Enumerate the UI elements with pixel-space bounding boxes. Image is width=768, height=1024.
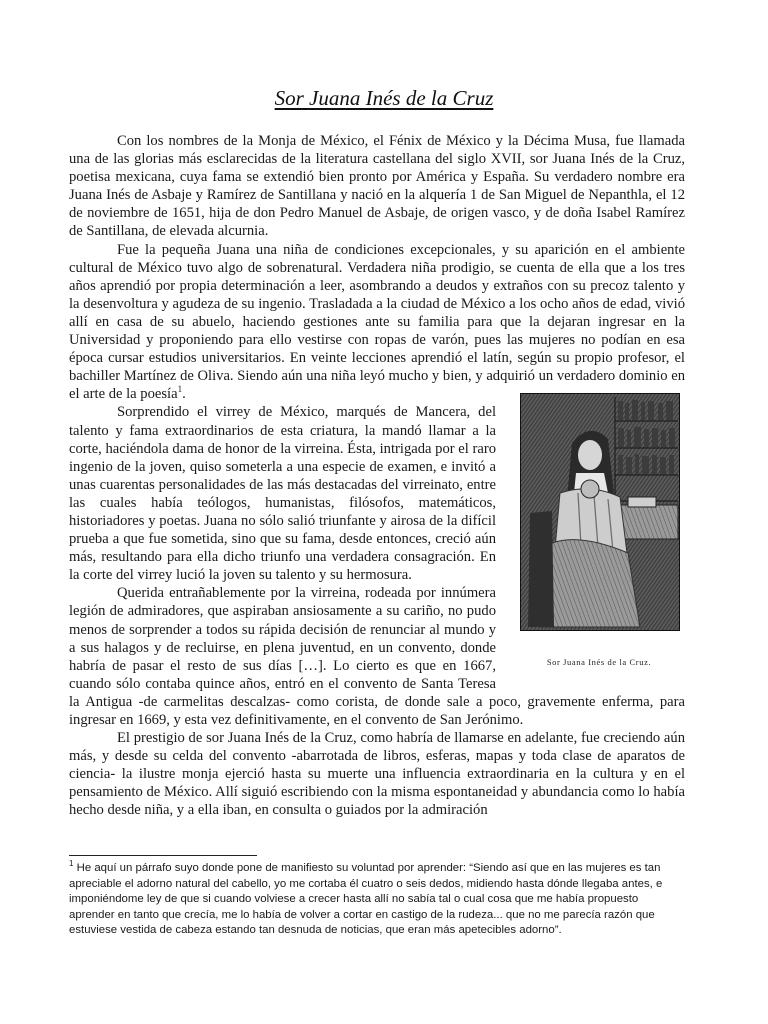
footnote-text: He aquí un párrafo suyo donde pone de manifiesto su voluntad por aprender: “Siendo así que en las mujeres es tan apreciable el adorno natural del cabello, yo me cortaba él cuatro o seis dedos, midiendo hasta dónde llegaba antes, e imponiéndome ley de que si cuando volviese a crecer hasta allí no sabía tal o cual cosa que me había propuesto aprender en tanto que crecía, me lo había de volver a cortar en castigo de la rudeza... que no me parecía razón que estuviese vestida de cabeza estando tan desnuda de noticias, que eran más apetecibles adorno”. <box>69 862 663 937</box>
paragraph-4: Querida entrañablemente por la virreina, rodeada por innúmera legión de admiradores, que aspiraban ansiosamente a su cariño, no pudo menos de sorprender a todos su rápida decisión de renunciar al mundo y a sus halagos y de recluirse, en plena juventud, en un convento, donde habría de pasar el resto de sus días […]. Lo cierto es que en 1667, cuando sólo contaba quince años, entró en el convento de Santa Teresa la Antigua -de carmelitas descalzas- como corista, de donde sale a poco, gravemente enferma, para ingresar en 1669, y esta vez definitivamente, en el convento de San Jerónimo. <box>69 585 685 728</box>
footnote <box>69 861 681 939</box>
document-title: Sor Juana Inés de la Cruz <box>274 86 494 110</box>
paragraph-2: Fue la pequeña Juana una niña de condiciones excepcionales, y su aparición en el ambiente cultural de México tuvo algo de sobrenatural. Verdadera niña prodigio, se cuenta de ella que a los tres años aprendió por propia determinación a leer, asombrando a deudos y extraños con su precoz talento y la desenvoltura y agudeza de su ingenio. Trasladada a la ciudad de México a los ocho años de edad, vivió allí en casa de su abuelo, haciendo gestiones ante su familia para que la dejaran ingresar en la Universidad y proponiendo para ello vestirse con ropas de varón, pues las mujeres no podían en esa época cursar estudios universitarios. En veinte lecciones aprendió el latín, según su propio profesor, el bachiller Martínez de Oliva. Siendo aún una niña leyó mucho y bien, y adquirió un verdadero dominio en el arte de la poesía$^1$. <box>69 241 685 403</box>
footnote-separator <box>69 855 257 856</box>
portrait-engraving <box>520 393 680 631</box>
figure-caption: Sor Juana Inés de la Cruz. <box>546 657 652 668</box>
paragraph-2-text: Fue la pequeña Juana una niña de condiciones excepcionales, y su aparición en el ambiente cultural de México tuvo algo de sobrenatural. Verdadera niña prodigio, se cuenta de ella que a los tres años aprendió por propia determinación a leer, asombrando a deudos y extraños con su precoz talento y la desenvoltura y agudeza de su ingenio. Trasladada a la ciudad de México a los ocho años de edad, vivió allí en casa de su abuelo, haciendo gestiones ante su familia para que la dejaran ingresar en la Universidad y proponiendo para ello vestirse con ropas de varón, pues las mujeres no podían en esa época cursar estudios universitarios. En veinte lecciones aprendió el latín, según su propio profesor, el bachiller Martínez de Oliva. Siendo aún una niña leyó mucho y bien, y adquirió un verdadero dominio en el arte de la poesía <box>69 241 685 403</box>
footnote-marker: 1 <box>69 859 74 869</box>
footnote-ref: 1 <box>177 384 183 395</box>
paragraph-1: Con los nombres de la Monja de México, el Fénix de México y la Décima Musa, fue llamada una de las glorias más esclarecidas de la literatura castellana del siglo XVII, sor Juana Inés de la Cruz, poetisa mexicana, cuya fama se extendió bien pronto por América y España. Su verdadero nombre era Juana Inés de Asbaje y Ramírez de Santillana y nació en la alquería 1 de San Miguel de Nepanthla, el 12 de noviembre de 1651, hija de don Pedro Manuel de Asbaje, de origen vasco, y de doña Isabel Ramírez de Santillana, de elevada alcurnia. <box>69 133 685 240</box>
paragraph-5: El prestigio de sor Juana Inés de la Cruz, como habría de llamarse en adelante, fue creciendo aún más, y desde su celda del convento -abarrotada de libros, esferas, mapas y toda clase de aparatos de ciencia- la ilustre monja ejerció hasta su muerte una influencia extraordinaria en la cultura y en el pensamiento de México. Allí siguió escribiendo con la misma espontaneidad y abundancia como lo había hecho desde niña, y a ella iban, en consulta o guiados por la admiración <box>69 730 685 819</box>
body-text <box>69 132 685 820</box>
paragraph-3: Sorprendido el virrey de México, marqués de Mancera, del talento y fama extraordinarios de esta criatura, la mandó llamar a la corte, haciéndola dama de honor de la virreina. Ésta, intrigada por el raro ingenio de la joven, quiso someterla a una especie de examen, e invitó a unas cuarentas personalidades de las más destacadas del virreinato, entre las cuales había teólogos, humanistas, filósofos, matemáticos, historiadores y poetas. Juana no sólo salió triunfante y airosa de la difícil prueba a que fue sometida, sino que su fama, desde entonces, creció aún más, resultando para ella dicho triunfo una verdadera consagración. En la corte del virrey lució la joven su talento y su hermosura. <box>69 404 496 584</box>
portrait-figure <box>510 403 685 671</box>
